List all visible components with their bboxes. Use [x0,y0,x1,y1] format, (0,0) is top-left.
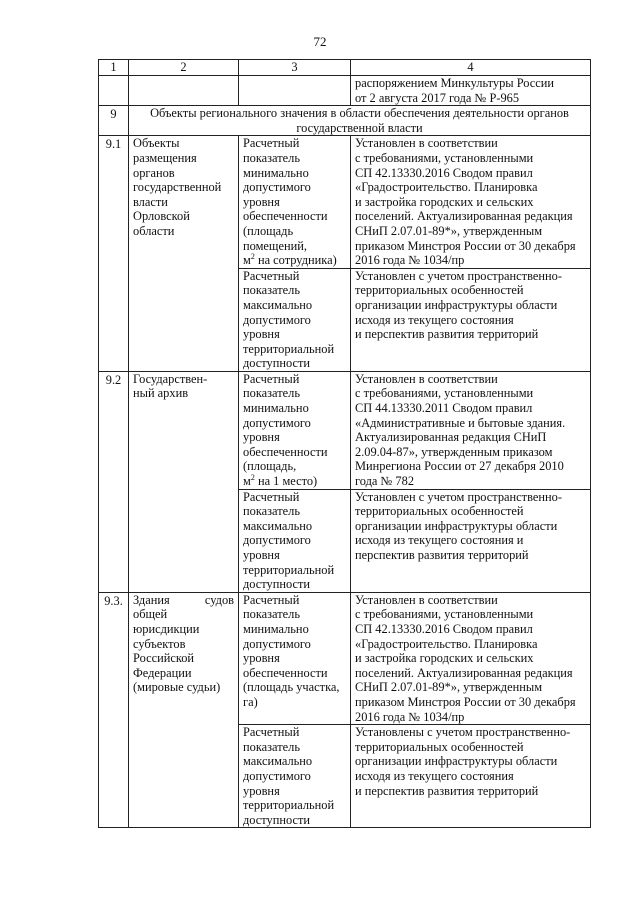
indicator-name-line: показатель [243,739,300,754]
continuation-cell-2 [129,76,239,106]
row-number: 9.1 [99,136,129,372]
indicator-basis-line: Установлены с учетом пространственно- [355,725,571,740]
indicator-basis-cell [351,725,591,828]
indicator-name-line: максимально [243,754,313,769]
indicator-name-line: доступности [243,577,311,592]
superscript-two: 2 [250,252,255,261]
header-cell-1: 1 [99,60,129,76]
indicator-basis-line: исходя из текущего состояния [355,768,514,783]
indicator-name-line: уровня [243,327,280,342]
indicator-name-line: показатель [243,386,300,401]
object-name-line: размещения [133,150,197,165]
indicator-basis-line: Установлен с учетом пространственно- [355,268,562,283]
indicator-name-line: $м^2$ на 1 место) [243,472,318,489]
table-row [99,592,591,724]
table-body [99,60,591,828]
indicator-basis-cell [351,592,591,724]
object-name-line: области [133,223,175,238]
indicator-basis-line: 2.09.04-87», утвержденным приказом [355,444,553,459]
indicator-name-cell [239,268,351,371]
indicator-basis-line: 2016 года № 1034/пр [355,709,465,724]
indicator-basis-line: года № 782 [355,474,415,489]
indicator-basis-line: «Административные и бытовые здания. [355,415,566,430]
indicator-name-line: территориальной [243,341,335,356]
indicator-name-line: Расчетный [243,592,300,607]
object-name-line: ный архив [133,386,189,401]
indicator-basis-line: СП 44.13330.2011 Сводом правил [355,401,533,416]
indicator-name-line: максимально [243,297,313,312]
indicator-basis-line: и перспектив развития территорий [355,783,539,798]
section-title: Объекты регионального значения в области обеспечения деятельности органов государственной власти [129,106,591,136]
indicator-basis-line: Установлен в соответствии [355,136,498,151]
header-cell-3: 3 [239,60,351,76]
indicator-name-line: Расчетный [243,268,300,283]
indicator-basis-line: Актуализированная редакция СНиП [355,430,547,445]
indicator-name-line: минимально [243,401,309,416]
continuation-cell-1 [99,76,129,106]
indicator-basis-line: территориальных особенностей [355,504,524,519]
object-name-line: субъектов [133,636,186,651]
continuation-cell-4 [351,76,591,106]
indicator-basis-line: организации инфраструктуры области [355,297,558,312]
indicator-basis-line: и застройка городских и сельских [355,651,534,666]
section-row [99,106,591,136]
object-name-line: Орловской [133,209,190,224]
indicator-name-line: доступности [243,812,311,827]
indicator-basis-line: с требованиями, установленными [355,386,534,401]
indicator-basis-cell [351,371,591,489]
object-name-line: Здания судов [133,592,234,607]
indicator-name-line: $м^2$ на сотрудника) [243,252,337,268]
indicator-basis-line: СП 42.13330.2016 Сводом правил [355,621,533,636]
indicator-name-line: допустимого [243,636,311,651]
indicator-name-line: (площадь участка, [243,680,340,695]
indicator-name-line: уровня [243,783,280,798]
object-name-line: Объекты [133,136,180,151]
indicator-name-line: уровня [243,194,280,209]
indicator-basis-line: поселений. Актуализированная редакция [355,665,573,680]
indicator-name-line: территориальной [243,562,335,577]
indicator-basis-line: СНиП 2.07.01-89*», утвержденным [355,680,543,695]
indicator-name-line: уровня [243,548,280,562]
continuation-line: от 2 августа 2017 года № Р-965 [355,90,520,105]
indicator-basis-line: поселений. Актуализированная редакция [355,209,573,224]
indicator-basis-line: исходя из текущего состояния [355,312,514,327]
object-name-line: органов [133,165,175,180]
indicator-name-line: Расчетный [243,725,300,740]
indicator-name-line: Расчетный [243,371,300,386]
object-name-line: власти [133,194,168,209]
indicator-basis-line: приказом Минстроя России от 30 декабря [355,238,576,253]
indicator-name-line: показатель [243,150,300,165]
table-row [99,136,591,268]
continuation-row [99,76,591,106]
indicator-basis-line: приказом Минстроя России от 30 декабря [355,694,576,709]
indicator-name-line: минимально [243,621,309,636]
indicator-basis-line: и перспектив развития территорий [355,327,539,342]
object-name-line: юрисдикции [133,621,200,636]
row-number: 9.2 [99,371,129,592]
indicator-basis-line: 2016 года № 1034/пр [355,253,465,268]
indicator-name-line: показатель [243,607,300,622]
indicator-basis-line: с требованиями, установленными [355,150,534,165]
header-cell-4: 4 [351,60,591,76]
object-name-line: Государствен- [133,371,208,386]
indicator-basis-line: организации инфраструктуры области [355,754,558,769]
indicator-basis-line: СНиП 2.07.01-89*», утвержденным [355,223,543,238]
page-number: 72 [313,34,327,49]
object-name-line: общей [133,607,168,622]
indicator-basis-cell [351,489,591,592]
indicator-name-cell [239,371,351,489]
indicator-name-line: уровня [243,651,280,666]
indicator-basis-cell [351,136,591,268]
indicator-name-line: минимально [243,165,309,180]
section-number: 9 [99,106,129,136]
object-name-line: Российской [133,651,195,666]
indicator-name-cell [239,725,351,828]
table-row [99,371,591,489]
continuation-cell-3 [239,76,351,106]
indicator-basis-line: территориальных особенностей [355,739,524,754]
indicator-basis-line: и застройка городских и сельских [355,194,534,209]
object-name-line: государственной [133,180,222,195]
indicator-name-line: обеспеченности [243,665,328,680]
row-number: 9.3. [99,592,129,828]
indicator-name-line: показатель [243,283,300,298]
object-name-cell [129,371,239,592]
indicator-basis-line: исходя из текущего состояния и [355,533,524,548]
indicator-name-line: Расчетный [243,489,300,504]
indicator-basis-line: с требованиями, установленными [355,607,534,622]
indicator-basis-line: «Градостроительство. Планировка [355,180,538,195]
indicator-name-line: допустимого [243,312,311,327]
header-cell-2: 2 [129,60,239,76]
object-name-line: Федерации [133,665,192,680]
header-row [99,60,591,76]
superscript-two: 2 [250,472,255,482]
indicator-name-line: Расчетный [243,136,300,151]
object-name-line: (мировые судьи) [133,680,221,695]
indicator-name-line: обеспеченности [243,209,328,224]
indicator-basis-cell [351,268,591,371]
indicator-name-line: территориальной [243,798,335,813]
object-name-cell [129,592,239,828]
indicator-basis-line: «Градостроительство. Планировка [355,636,538,651]
regional-objects-table [98,59,591,828]
indicator-name-cell [239,489,351,592]
indicator-name-line: помещений, [243,238,307,253]
indicator-name-line: показатель [243,504,300,519]
indicator-basis-line: перспектив развития территорий [355,548,529,562]
indicator-name-line: допустимого [243,415,311,430]
indicator-name-line: (площадь [243,223,294,238]
indicator-basis-line: Установлен в соответствии [355,592,498,607]
indicator-basis-line: Минрегиона России от 27 декабря 2010 [355,459,564,474]
indicator-name-cell [239,136,351,268]
indicator-basis-line: территориальных особенностей [355,283,524,298]
object-name-cell [129,136,239,372]
indicator-name-line: допустимого [243,768,311,783]
indicator-name-line: доступности [243,356,311,371]
indicator-basis-line: Установлен в соответствии [355,371,498,386]
indicator-basis-line: организации инфраструктуры области [355,518,558,533]
indicator-name-line: (площадь, [243,459,297,474]
continuation-line: распоряжением Минкультуры России [355,76,555,90]
indicator-name-line: допустимого [243,180,311,195]
indicator-name-line: га) [243,694,258,709]
indicator-name-cell [239,592,351,724]
indicator-name-line: максимально [243,518,313,533]
indicator-name-line: уровня [243,430,280,445]
indicator-basis-line: Установлен с учетом пространственно- [355,489,562,504]
indicator-name-line: обеспеченности [243,444,328,459]
indicator-name-line: допустимого [243,533,311,548]
indicator-basis-line: СП 42.13330.2016 Сводом правил [355,165,533,180]
